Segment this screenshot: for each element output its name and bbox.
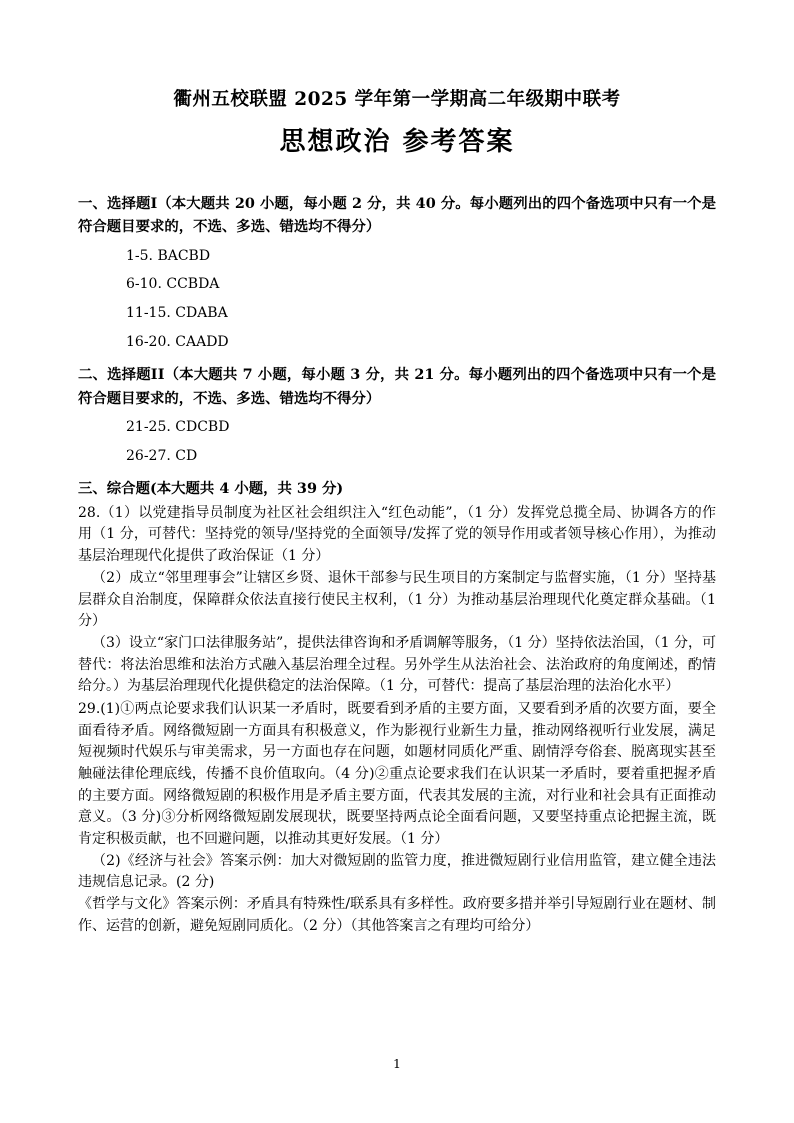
section-1-answer-1: 1-5. BACBD [126,247,211,264]
page-subtitle: 思想政治 参考答案 [279,127,515,157]
question-28 [78,503,716,698]
question-28-part-2: （2）成立“邻里理事会”让辖区乡贤、退休干部参与民生项目的方案制定与监督实施，（1 分）坚持基层群众自治制度，保障群众依法直接行使民主权利，（1 分）为推动基层治理现代化奠定群众基础。（1 分） [78,569,716,630]
section-1-answer-4: 16-20. CAADD [126,333,229,350]
question-28-part-1: 28.（1）以党建指导员制度为社区社会组织注入“红色动能”，（1 分）发挥党总揽全局、协调各方的作用（1 分，可替代：坚持党的领导/坚持党的全面领导/发挥了党的领导作用或者领导核心作用），为推动基层治理现代化提供了政治保证（1 分） [78,504,716,565]
question-28-part-3: （3）设立“家门口法律服务站”，提供法律咨询和矛盾调解等服务，（1 分）坚持依法治国，（1 分，可替代：将法治思维和法治方式融入基层治理全过程。另外学生从法治社会、法治政府的角度阐述，酌情给分。）为基层治理现代化提供稳定的法治保障。（1 分，可替代：提高了基层治理的法治化水平） [78,634,716,695]
question-29 [78,699,716,938]
section-2-heading: 二、选择题ⅠⅠ（本大题共 7 小题，每小题 3 分，共 21 分。每小题列出的四个备选项中只有一个是符合题目要求的，不选、多选、错选均不得分） [78,366,716,407]
question-29-part-3: 《哲学与文化》答案示例：矛盾具有特殊性/联系具有多样性。政府要多措并举引导短剧行业在题材、制作、运营的创新，避免短剧同质化。（2 分）（其他答案言之有理均可给分） [78,896,716,934]
page-number: 1 [393,1056,401,1071]
section-1-answer-2: 6-10. CCBDA [126,276,220,293]
question-29-part-2: （2)《经济与社会》答案示例：加大对微短剧的监管力度，推进微短剧行业信用监管，建立健全违法违规信息记录。(2 分) [78,852,716,891]
section-3-heading: 三、综合题(本大题共 4 小题，共 39 分) [78,480,344,498]
question-29-part-1: 29.(1)①两点论要求我们认识某一矛盾时，既要看到矛盾的主要方面，又要看到矛盾的次要方面，要全面看待矛盾。网络微短剧一方面具有积极意义，作为影视行业新生力量，推动网络视听行业发展，满足短视频时代娱乐与审美需求，另一方面也存在问题，如题材同质化严重、剧情浮夸俗套、脱离现实甚至触碰法律伦理底线，传播不良价值取向。（4 分)②重点论要求我们在认识某一矛盾时，要着重把握矛盾的主要方面。网络微短剧的积极作用是矛盾主要方面，代表其发展的主流，对行业和社会具有正面推动意义。（3 分)③分析网络微短剧发展现状，既要坚持两点论全面看问题，又要坚持重点论把握主流，既肯定积极贡献，也不回避问题，以推动其更好发展。（1 分） [78,700,716,848]
page-title: 衢州五校联盟 2025 学年第一学期高二年级期中联考 [173,89,621,110]
section-2-answer-1: 21-25. CDCBD [126,419,230,436]
section-2-answer-2: 26-27. CD [126,447,198,464]
section-1-answer-3: 11-15. CDABA [126,305,228,322]
section-1-heading: 一、选择题Ⅰ（本大题共 20 小题，每小题 2 分，共 40 分。每小题列出的四个备选项中只有一个是符合题目要求的，不选、多选、错选均不得分） [78,195,716,236]
